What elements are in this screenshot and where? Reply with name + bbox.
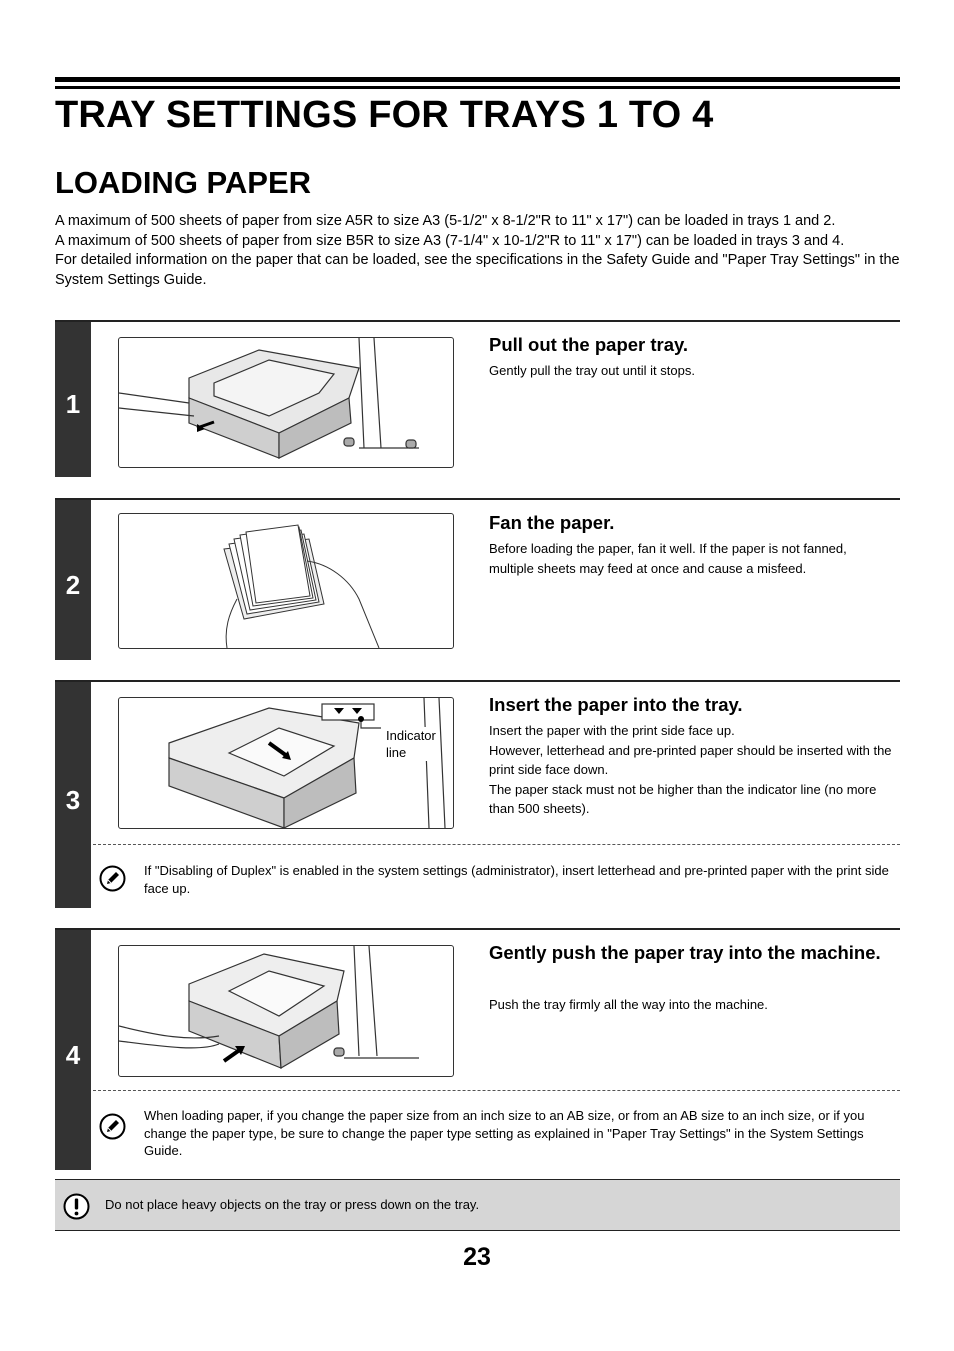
step-text-line: Before loading the paper, fan it well. If the paper is not fanned, multiple sheets may feed at once and cause a misfeed. [489,541,847,576]
step-description [489,721,894,819]
pencil-note-icon [99,865,126,892]
illustration-push-tray [118,945,454,1077]
header-rule-bottom [55,86,900,89]
callout-line-1: Indicator [386,728,436,743]
intro-text [55,212,905,290]
note-divider [93,1090,900,1091]
page-number: 23 [463,1243,491,1271]
step-text-line: Gently pull the tray out until it stops. [489,363,695,378]
step-text-line: Push the tray firmly all the way into the machine. [489,997,768,1012]
step-number-bar [55,930,91,1170]
pencil-note-icon [99,1113,126,1140]
step-2 [55,498,900,660]
step-number-bar [55,682,91,908]
intro-line-2: A maximum of 500 sheets of paper from size B5R to size A3 (7-1/4" x 10-1/2"R to 11" x 17") can be loaded in trays 3 and 4. [55,232,845,249]
step-number: 3 [65,785,81,815]
page-title: TRAY SETTINGS FOR TRAYS 1 TO 4 [55,94,714,136]
step-number: 2 [65,570,81,600]
step-title: Insert the paper into the tray. [489,694,743,715]
intro-line-1: A maximum of 500 sheets of paper from size A5R to size A3 (5-1/2" x 8-1/2"R to 11" x 17") can be loaded in trays 1 and 2. [55,213,836,229]
note-divider [93,844,900,845]
step-title: Gently push the paper tray into the machine. [489,942,881,963]
step-number: 4 [65,1040,81,1070]
step-description [489,539,894,578]
header-rule-top [55,77,900,82]
indicator-line-callout [386,727,436,761]
step-text-line: The paper stack must not be higher than the indicator line (no more than 500 sheets). [489,781,877,816]
step-description [489,995,894,1015]
step-4 [55,928,900,1170]
section-title: LOADING PAPER [55,165,312,200]
note-text: When loading paper, if you change the paper size from an inch size to an AB size, or from an AB size to an inch size, or if you change the paper type, be sure to change the paper type setting as explained in "Paper Tray Settings" in the System Settings Guide. [144,1108,865,1158]
step-number-bar [55,500,91,660]
step-number: 1 [65,389,81,419]
illustration-fan-paper [118,513,454,649]
callout-line-2: line [386,745,407,760]
caution-box [55,1179,900,1231]
step-title: Pull out the paper tray. [489,334,689,355]
caution-text: Do not place heavy objects on the tray or press down on the tray. [105,1197,480,1212]
step-text-line: Insert the paper with the print side face up. [489,723,735,738]
intro-line-3: For detailed information on the paper that can be loaded, see the specifications in the Safety Guide and "Paper Tray Settings" in the System Settings Guide. [55,252,900,288]
illustration-pull-tray [118,337,454,468]
step-1 [55,320,900,477]
step-description [489,361,894,381]
step-text-line: However, letterhead and pre-printed paper should be inserted with the print side face down. [489,742,892,777]
exclamation-caution-icon [63,1193,90,1220]
step-3 [55,680,900,908]
illustration-insert-paper [118,697,454,829]
note-text: If "Disabling of Duplex" is enabled in the system settings (administrator), insert letterhead and pre-printed paper with the print side face up. [144,863,889,896]
step-number-bar [55,322,91,477]
step-title: Fan the paper. [489,512,615,533]
